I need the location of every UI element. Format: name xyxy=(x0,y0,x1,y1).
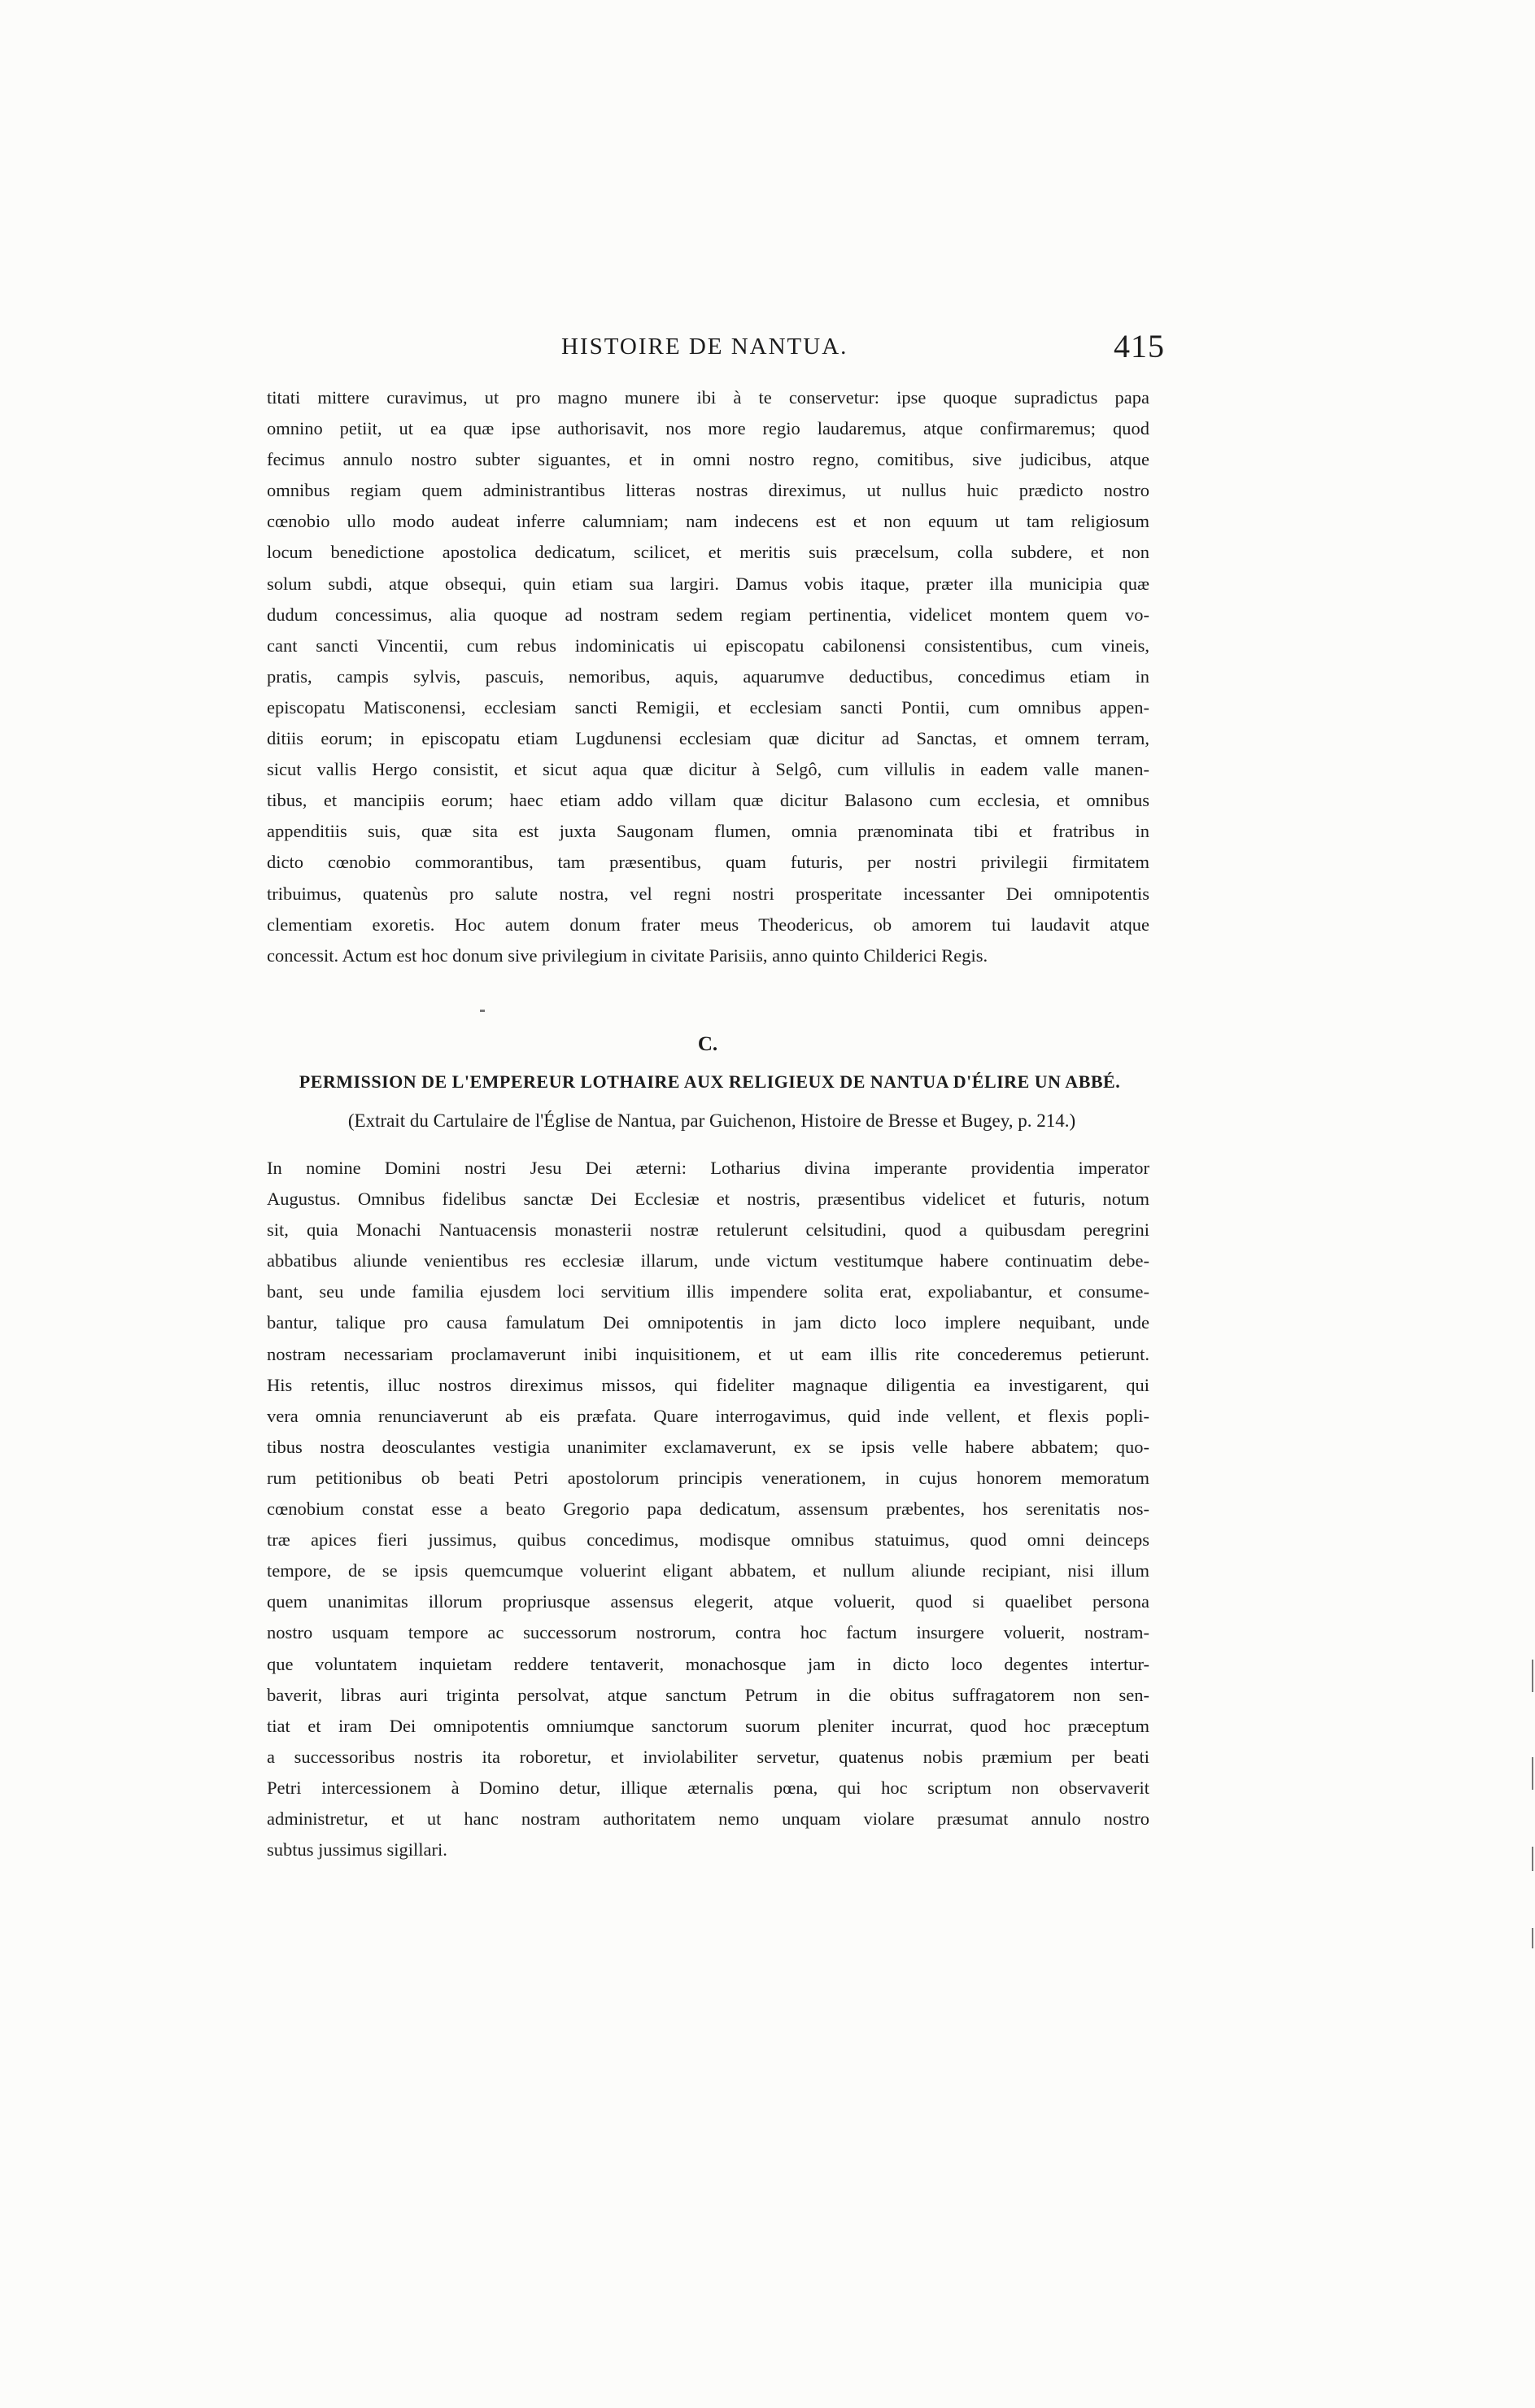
text-line: locum benedictione apostolica dedicatum, scilicet, et meritis suis præcelsum, colla subdere, et non xyxy=(267,542,1149,563)
text-line: sit, quia Monachi Nantuacensis monasterii nostræ retulerunt celsitudini, quod a quibusdam peregrini xyxy=(267,1219,1149,1241)
text-line: quem unanimitas illorum propriusque assensus elegerit, atque voluerit, quod si quaelibet persona xyxy=(267,1591,1149,1612)
section-letter: C. xyxy=(697,1033,718,1055)
text-line: dudum concessimus, alia quoque ad nostram sedem regiam pertinentia, videlicet montem quem vo- xyxy=(267,604,1149,625)
text-line: bant, seu unde familia ejusdem loci servitium illis impendere solita erat, expoliabantur, et consume- xyxy=(267,1281,1149,1302)
text-line: que voluntatem inquietam reddere tentaverit, monachosque jam in dicto loco degentes intertur- xyxy=(267,1653,1149,1674)
text-line: subtus jussimus sigillari. xyxy=(267,1839,447,1861)
text-line: bantur, talique pro causa famulatum Dei omnipotentis in jam dicto loco implere nequibant, unde xyxy=(267,1312,1149,1333)
text-line: In nomine Domini nostri Jesu Dei æterni: Lotharius divina imperante providentia imperator xyxy=(267,1158,1149,1178)
section-heading: PERMISSION DE L'EMPEREUR LOTHAIRE AUX RELIGIEUX DE NANTUA D'ÉLIRE UN ABBÉ. xyxy=(299,1071,1121,1092)
charter-b-continuation xyxy=(267,382,1149,971)
text-line: tribuimus, quatenùs pro salute nostra, vel regni nostri prosperitate incessanter Dei omnipotentis xyxy=(267,883,1149,904)
charter-c-body xyxy=(267,1153,1149,1865)
text-line: titati mittere curavimus, ut pro magno munere ibi à te conservetur: ipse quoque supradictus papa xyxy=(267,387,1149,408)
text-line: Petri intercessionem à Domino detur, illique æternalis pœna, qui hoc scriptum non observaverit xyxy=(267,1777,1149,1798)
text-line: abbatibus aliunde venientibus res ecclesiæ illarum, unde victum vestitumque habere continuatim debe- xyxy=(267,1250,1149,1272)
text-line: tibus, et mancipiis eorum; haec etiam addo villam quæ dicitur Balasono cum ecclesia, et omnibus xyxy=(267,790,1149,811)
text-line: cœnobium constat esse a beato Gregorio papa dedicatum, assensum præbentes, hos serenitatis nos- xyxy=(267,1498,1149,1520)
scan-mark xyxy=(1532,1847,1533,1871)
text-line: tempore, de se ipsis quemcumque voluerint eligant abbatem, et nullum aliunde recipiant, nisi illum xyxy=(267,1560,1149,1581)
text-line: tiat et iram Dei omnipotentis omniumque sanctorum suorum pleniter incurrat, quod hoc præceptum xyxy=(267,1715,1149,1736)
text-line: appenditiis suis, quæ sita est juxta Saugonam flumen, omnia prænominata tibi et fratribus in xyxy=(267,821,1149,842)
text-line: nostro usquam tempore ac successorum nostrorum, contra hoc factum insurgere voluerit, nostram- xyxy=(267,1622,1149,1643)
text-line: tibus nostra deosculantes vestigia unanimiter exclamaverunt, ex se ipsis velle habere abbatem; quo- xyxy=(267,1436,1149,1457)
running-title: HISTOIRE DE NANTUA. xyxy=(561,334,848,360)
text-line: episcopatu Matisconensi, ecclesiam sancti Remigii, et ecclesiam sancti Pontii, cum omnibus appen- xyxy=(267,696,1149,718)
scan-mark xyxy=(1532,1757,1533,1790)
text-line: cœnobio ullo modo audeat inferre calumniam; nam indecens est et non equum ut tam religiosum xyxy=(267,511,1149,532)
text-line: dicto cœnobio commorantibus, tam præsentibus, quam futuris, per nostri privilegii firmitatem xyxy=(267,852,1149,873)
scan-mark xyxy=(480,1010,485,1012)
text-line: træ apices fieri jussimus, quibus concedimus, modisque omnibus statuimus, quod omni deinceps xyxy=(267,1529,1149,1551)
scan-mark xyxy=(1532,1660,1533,1692)
text-line: vera omnia renunciaverunt ab eis præfata. Quare interrogavimus, quid inde vellent, et flexis popli- xyxy=(267,1405,1149,1426)
text-line: a successoribus nostris ita roboretur, et inviolabiliter servetur, quatenus nobis præmium per beati xyxy=(267,1746,1149,1767)
text-line: fecimus annulo nostro subter siguantes, et in omni nostro regno, comitibus, sive judicibus, atque xyxy=(267,449,1149,470)
text-line: His retentis, illuc nostros direximus missos, qui fideliter magnaque diligentia ea investigarent, qui xyxy=(267,1374,1149,1395)
text-line: pratis, campis sylvis, pascuis, nemoribus, aquis, aquarumve deductibus, concedimus etiam in xyxy=(267,665,1149,687)
text-line: ditiis eorum; in episcopatu etiam Lugdunensi ecclesiam quæ dicitur ad Sanctas, et omnem terram, xyxy=(267,728,1149,749)
text-line: solum subdi, atque obsequi, quin etiam sua largiri. Damus vobis itaque, præter illa municipia quæ xyxy=(267,573,1149,594)
text-line: rum petitionibus ob beati Petri apostolorum principis venerationem, in cujus honorem memoratum xyxy=(267,1467,1149,1488)
text-line: administretur, et ut hanc nostram authoritatem nemo unquam violare præsumat annulo nostro xyxy=(267,1808,1149,1829)
text-line: baverit, libras auri triginta persolvat, atque sanctum Petrum in die obitus suffragatorem non sen- xyxy=(267,1684,1149,1705)
text-line: sicut vallis Hergo consistit, et sicut aqua quæ dicitur à Selgô, cum villulis in eadem valle manen- xyxy=(267,759,1149,780)
text-line: nostram necessariam proclamaverunt inibi inquisitionem, et ut eam illis rite concederemus petierunt. xyxy=(267,1343,1149,1364)
text-line: cant sancti Vincentii, cum rebus indominicatis ui episcopatu cabilonensi consistentibus, cum vineis, xyxy=(267,635,1149,656)
section-source-citation: (Extrait du Cartulaire de l'Église de Nantua, par Guichenon, Histoire de Bresse et Bugey, p. 214.) xyxy=(347,1110,1076,1131)
text-line: omnibus regiam quem administrantibus litteras nostras direximus, ut nullus huic prædicto nostro xyxy=(267,480,1149,501)
page-number: 415 xyxy=(1114,328,1165,364)
text-line: concessit. Actum est hoc donum sive privilegium in civitate Parisiis, anno quinto Childerici Regis. xyxy=(267,944,988,966)
text-line: Augustus. Omnibus fidelibus sanctæ Dei Ecclesiæ et nostris, præsentibus videlicet et futuris, notum xyxy=(267,1189,1149,1210)
text-line: clementiam exoretis. Hoc autem donum frater meus Theodericus, ob amorem tui laudavit atque xyxy=(267,914,1149,935)
text-line: omnino petiit, ut ea quæ ipse authorisavit, nos more regio laudaremus, atque confirmaremus; quod xyxy=(267,418,1149,439)
running-head xyxy=(561,327,1180,376)
scan-mark xyxy=(1532,1928,1533,1948)
